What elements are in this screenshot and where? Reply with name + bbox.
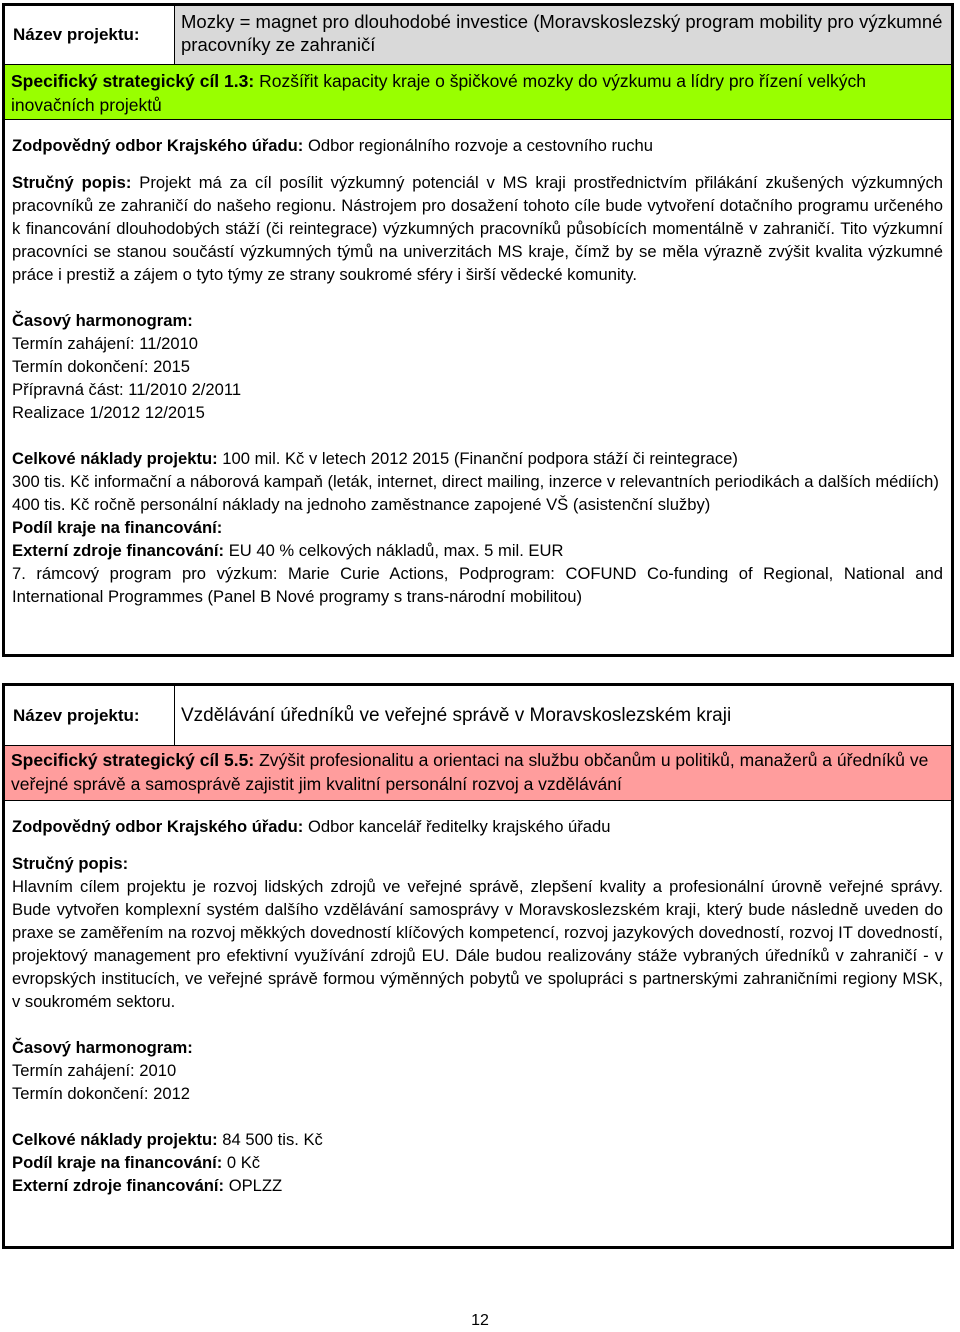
external-funding-value: OPLZZ [228, 1176, 283, 1195]
project-content [5, 801, 951, 1197]
strategic-goal-label: Specifický strategický cíl 5.5: [11, 750, 255, 770]
region-share-value: 0 Kč [226, 1153, 261, 1172]
schedule-item: Termín dokončení: 2012 [12, 1084, 191, 1103]
total-cost [12, 1128, 943, 1151]
external-funding-label: Externí zdroje financování: [12, 541, 225, 560]
strategic-goal [5, 746, 951, 801]
project-name-label: Název projektu: [5, 686, 175, 745]
description-label: Stručný popis: [12, 854, 129, 873]
responsible-department [12, 815, 943, 838]
strategic-goal [5, 65, 951, 120]
schedule-item: Termín zahájení: 2010 [12, 1061, 177, 1080]
department-label: Zodpovědný odbor Krajského úřadu: [12, 136, 304, 155]
schedule-item: Přípravná část: 11/2010 2/2011 [12, 380, 242, 399]
strategic-goal-text: Zvýšit profesionalitu a orientaci na službu občanům u politiků, manažerů a úředníků ve veřejné správě a samosprávě zajistit jim kvalitní personální rozvoj a vzdělávání [11, 750, 929, 794]
description-text: Projekt má za cíl posílit výzkumný potenciál v MS kraji prostřednictvím přilákání zkušených výzkumných pracovníků ze zahraničí do našeho regionu. Nástrojem pro dosažení tohoto cíle bude vytvoření dotačního programu určeného k financování dlouhodobých stáží (či reintegrace) výzkumných pracovníků působících momentálně v zahraničí. Tito výzkumní pracovníci se stanou součástí výzkumných týmů na univerzitách MS kraje, čímž by se měla výrazně zvýšit kvalita výzkumné práce i prestiž a zájem o tyto týmy ze strany soukromé sféry i širší vědecké komunity. [12, 173, 943, 284]
department-value: Odbor kancelář ředitelky krajského úřadu [307, 817, 611, 836]
responsible-department [12, 134, 943, 157]
schedule-item: Termín dokončení: 2015 [12, 357, 191, 376]
external-funding-detail: 7. rámcový program pro výzkum: Marie Curie Actions, Podprogram: COFUND Co-funding of Regional, National and International Programmes (Panel B Nové programy s trans-národní mobilitou) [12, 564, 943, 606]
total-cost-label: Celkové náklady projektu: [12, 449, 218, 468]
region-share [12, 516, 943, 539]
project-title-row [5, 6, 951, 65]
external-funding-value: EU 40 % celkových nákladů, max. 5 mil. EUR [228, 541, 564, 560]
total-cost-value: 84 500 tis. Kč [222, 1130, 323, 1149]
external-funding-label: Externí zdroje financování: [12, 1176, 225, 1195]
external-funding [12, 539, 943, 562]
total-cost-value: 100 mil. Kč v letech 2012 2015 (Finanční podpora stáží či reintegrace) [222, 449, 738, 468]
project-card-2 [2, 683, 954, 1249]
description-text: Hlavním cílem projektu je rozvoj lidských zdrojů ve veřejné správě, zlepšení kvality a profesionální úrovně veřejné správy. Bude vytvořen komplexní systém dalšího vzdělávání samosprávy v Moravskoslezském kraji, který bude následně uveden do praxe se zaměřením na rozvoj měkkých dovedností klíčových kompetencí, rozvoj jazykových dovedností, rozvoj IT dovedností, projektový management pro efektivní využívání zdrojů EU. Dále budou realizovány stáže vybraných úředníků v zahraničí - v evropských institucích, ve veřejné správě formou výměnných pobytů ve spolupráci s partnerskými zahraničními regiony MSK, v soukromém sektoru. [12, 877, 943, 1011]
cost-item: 400 tis. Kč ročně personální náklady na jednoho zaměstnance zapojené VŠ (asistenční služby) [12, 495, 711, 514]
project-name-label: Název projektu: [5, 6, 175, 64]
schedule-label: Časový harmonogram: [12, 1038, 193, 1057]
external-funding [12, 1174, 943, 1197]
region-share-label: Podíl kraje na financování: [12, 1153, 223, 1172]
project-card-1 [2, 3, 954, 657]
cost-item: 300 tis. Kč informační a náborová kampaň (leták, internet, direct mailing, inzerce v relevantních periodikách a dalších médiích) [12, 472, 939, 491]
total-cost [12, 447, 943, 470]
department-label: Zodpovědný odbor Krajského úřadu: [12, 817, 304, 836]
schedule-label: Časový harmonogram: [12, 311, 193, 330]
project-description [12, 171, 943, 286]
strategic-goal-text: Rozšířit kapacity kraje o špičkové mozky do výzkumu a lídry pro řízení velkých inovačních projektů [11, 71, 866, 115]
department-value: Odbor regionálního rozvoje a cestovního ruchu [307, 136, 653, 155]
strategic-goal-label: Specifický strategický cíl 1.3: [11, 71, 255, 91]
region-share-label: Podíl kraje na financování: [12, 518, 223, 537]
project-content [5, 120, 951, 608]
project-name: Vzdělávání úředníků ve veřejné správě v Moravskoslezském kraji [181, 705, 732, 726]
page-number: 12 [471, 1312, 489, 1329]
schedule-item: Termín zahájení: 11/2010 [12, 334, 199, 353]
total-cost-label: Celkové náklady projektu: [12, 1130, 218, 1149]
schedule-item: Realizace 1/2012 12/2015 [12, 403, 205, 422]
region-share [12, 1151, 943, 1174]
description-label: Stručný popis: [12, 173, 132, 192]
project-title-row [5, 686, 951, 746]
project-name: Mozky = magnet pro dlouhodobé investice (Moravskoslezský program mobility pro výzkumné pracovníky ze zahraničí [175, 6, 951, 64]
